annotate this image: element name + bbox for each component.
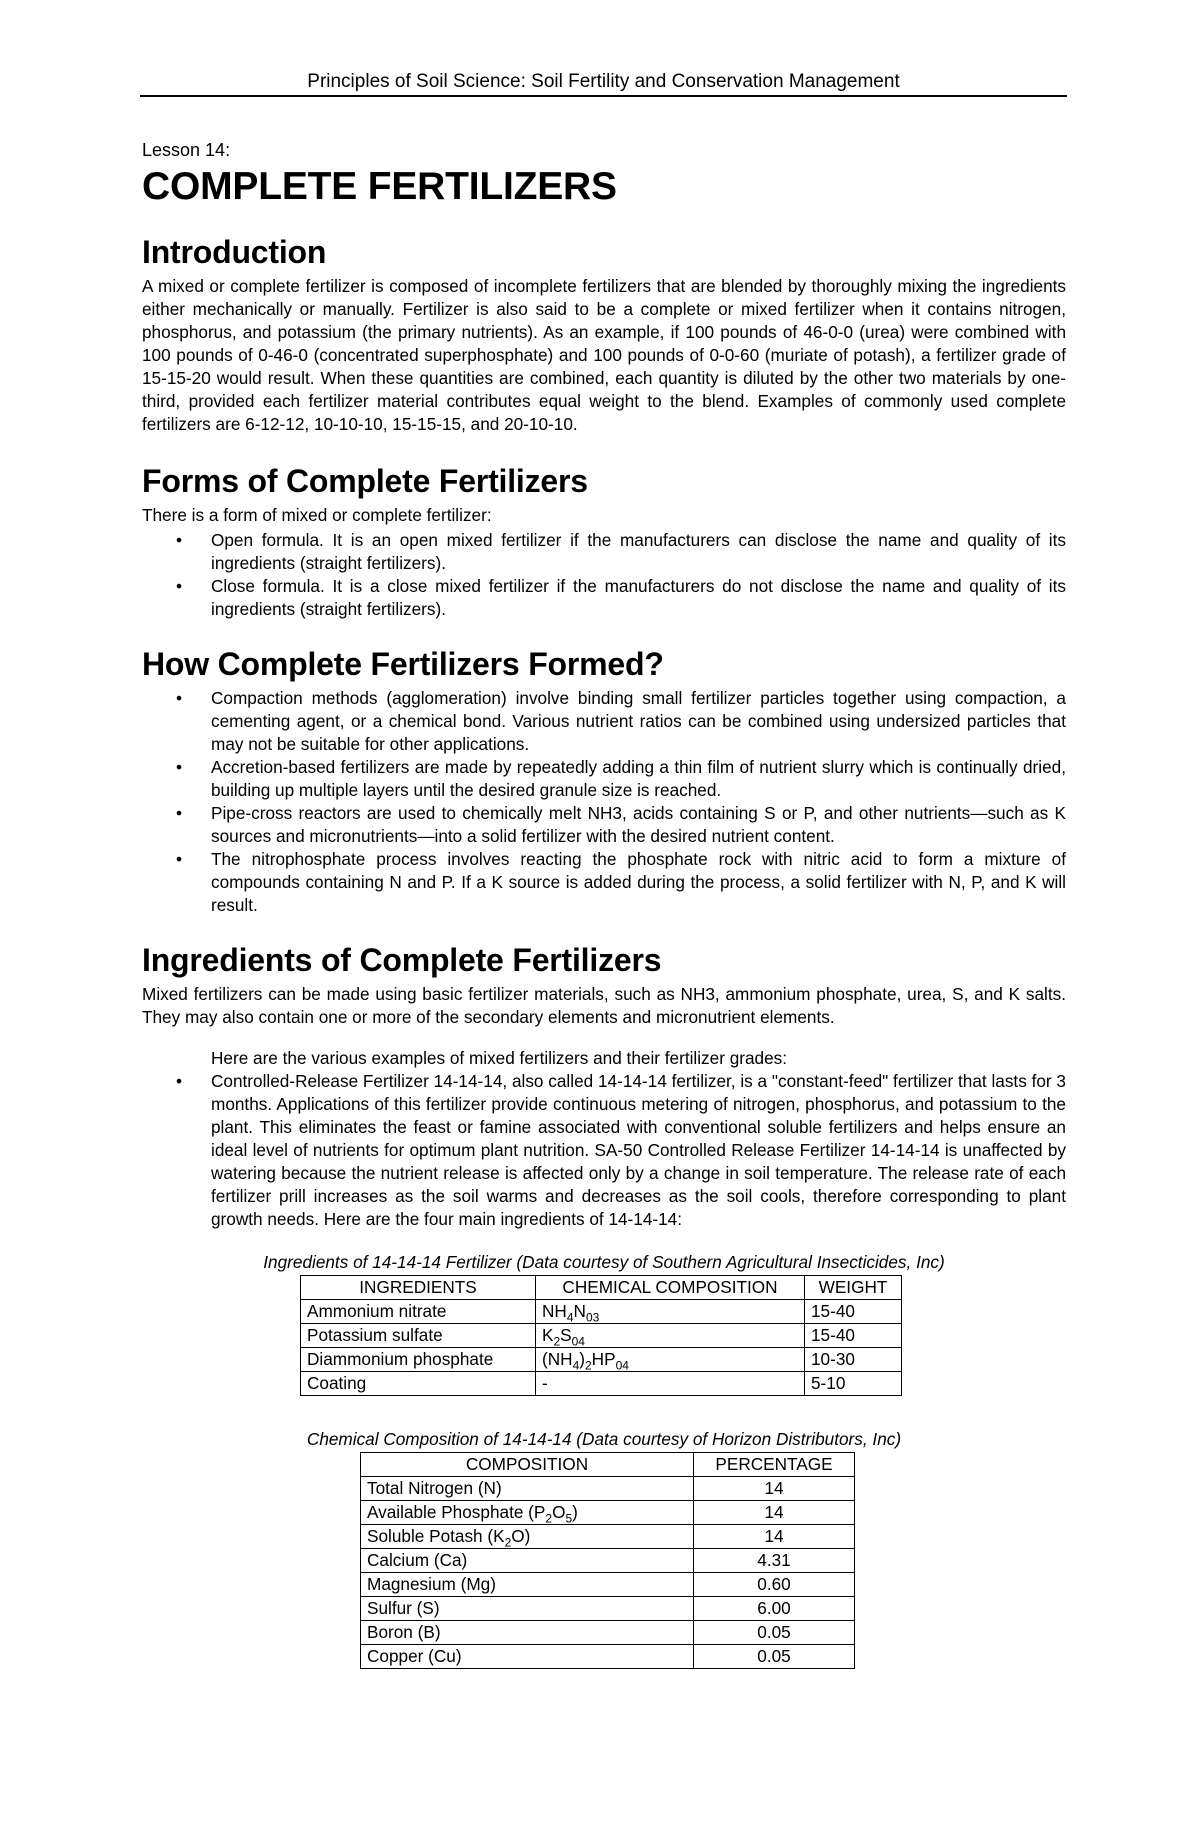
table-row: [361, 1525, 855, 1549]
section-heading-how-formed: How Complete Fertilizers Formed?: [142, 646, 664, 682]
table-header-row: [301, 1276, 902, 1300]
section-heading-ingredients: Ingredients of Complete Fertilizers: [142, 942, 662, 978]
table-cell: 4.31: [694, 1549, 855, 1573]
table1-caption: Ingredients of 14-14-14 Fertilizer (Data courtesy of Southern Agricultural Insecticides, Inc): [263, 1252, 945, 1272]
section-forms: [142, 462, 1066, 621]
section-heading-forms: Forms of Complete Fertilizers: [142, 463, 588, 499]
table-cell: 5-10: [805, 1372, 902, 1396]
table-cell: 0.05: [694, 1621, 855, 1645]
table-row: [361, 1621, 855, 1645]
table2-caption: Chemical Composition of 14-14-14 (Data courtesy of Horizon Distributors, Inc): [306, 1429, 902, 1449]
table-cell: 15-40: [805, 1300, 902, 1324]
table-header-cell: PERCENTAGE: [694, 1453, 855, 1477]
bullet-icon: •: [175, 1071, 183, 1091]
ingredients-indent-paragraph: Here are the various examples of mixed fertilizers and their fertilizer grades:: [211, 1048, 788, 1068]
table-cell: Magnesium (Mg): [361, 1573, 694, 1597]
document-body: [142, 138, 1066, 1669]
table-header-cell: INGREDIENTS: [301, 1276, 536, 1300]
bullet-icon: •: [175, 530, 183, 550]
list-item: • Close formula. It is a close mixed fertilizer if the manufacturers do not disclose the name and quality of its ingredients (straight fertilizers).: [142, 575, 1066, 621]
table-cell: Coating: [301, 1372, 536, 1396]
section-how-formed: [142, 645, 1066, 917]
table-cell: Potassium sulfate: [301, 1324, 536, 1348]
how-formed-bullet-list: [142, 687, 1066, 917]
table-cell-formula: $K_2S_{04}$: [536, 1324, 805, 1348]
lesson-label: Lesson 14:: [142, 140, 231, 160]
table-cell: -: [536, 1372, 805, 1396]
table-row: [301, 1324, 902, 1348]
table-cell: Boron (B): [361, 1621, 694, 1645]
table-cell: Diammonium phosphate: [301, 1348, 536, 1372]
list-item: • Pipe-cross reactors are used to chemically melt NH3, acids containing S or P, and other nutrients—such as K sources and micronutrients—into a solid fertilizer with the desired nutrient content.: [142, 802, 1066, 848]
table-cell: Calcium (Ca): [361, 1549, 694, 1573]
header-divider: [140, 95, 1067, 97]
list-item: • Controlled-Release Fertilizer 14-14-14, also called 14-14-14 fertilizer, is a "constant-feed" fertilizer that lasts for 3 months. Applications of this fertilizer provide continuous metering of nitrogen, phosphorus, and potassium to the plant. This eliminates the feast or famine associated with conventional soluble fertilizers and helps ensure an ideal level of nutrients for optimum plant nutrition. SA-50 Controlled Release Fertilizer 14-14-14 is unaffected by watering because the nutrient release is affected only by a change in soil temperature. The release rate of each fertilizer prill increases as the soil warms and decreases as the soil cools, therefore corresponding to plant growth needs. Here are the four main ingredients of 14-14-14:: [142, 1070, 1066, 1231]
table-row: [301, 1372, 902, 1396]
list-item: • The nitrophosphate process involves reacting the phosphate rock with nitric acid to form a mixture of compounds containing N and P. If a K source is added during the process, a solid fertilizer with N, P, and K will result.: [142, 848, 1066, 917]
list-item: • Compaction methods (agglomeration) involve binding small fertilizer particles together using compaction, a cementing agent, or a chemical bond. Various nutrient ratios can be combined using undersized particles that may not be suitable for other applications.: [142, 687, 1066, 756]
table-row: [361, 1549, 855, 1573]
section-introduction: [142, 233, 1066, 436]
bullet-icon: •: [175, 803, 183, 823]
bullet-icon: •: [175, 688, 183, 708]
list-item: • Accretion-based fertilizers are made by repeatedly adding a thin film of nutrient slurry which is continually dried, building up multiple layers until the desired granule size is reached.: [142, 756, 1066, 802]
table-row: [301, 1300, 902, 1324]
table-cell: 0.05: [694, 1645, 855, 1669]
table-row: [361, 1477, 855, 1501]
bullet-icon: •: [175, 576, 183, 596]
section-ingredients: [142, 941, 1066, 1669]
table-header-cell: COMPOSITION: [361, 1453, 694, 1477]
table-cell-formula: $(NH_4)_2HP_{04}$: [536, 1348, 805, 1372]
list-item: • Open formula. It is an open mixed fertilizer if the manufacturers can disclose the name and quality of its ingredients (straight fertilizers).: [142, 529, 1066, 575]
table-cell: Sulfur (S): [361, 1597, 694, 1621]
ingredients-paragraph: Mixed fertilizers can be made using basic fertilizer materials, such as NH3, ammonium phosphate, urea, S, and K salts. They may also contain one or more of the secondary elements and micronutrient elements.: [142, 984, 1066, 1027]
introduction-paragraph: A mixed or complete fertilizer is composed of incomplete fertilizers that are blended by thoroughly mixing the ingredients either mechanically or manually. Fertilizer is also said to be a complete or mixed fertilizer when it contains nitrogen, phosphorus, and potassium (the primary nutrients). As an example, if 100 pounds of 46-0-0 (urea) were combined with 100 pounds of 0-46-0 (concentrated superphosphate) and 100 pounds of 0-0-60 (muriate of potash), a fertilizer grade of 15-15-20 would result. When these quantities are combined, each quantity is diluted by the other two materials by one-third, provided each fertilizer material contributes equal weight to the blend. Examples of commonly used complete fertilizers are 6-12-12, 10-10-10, 15-15-15, and 20-10-10.: [142, 276, 1066, 434]
table-header-cell: CHEMICAL COMPOSITION: [536, 1276, 805, 1300]
table-row: [361, 1645, 855, 1669]
table-cell: 14: [694, 1525, 855, 1549]
table-cell: 15-40: [805, 1324, 902, 1348]
table-row: [361, 1501, 855, 1525]
ingredients-bullet-list: [142, 1070, 1066, 1231]
ingredients-table: [300, 1275, 902, 1396]
table-header-row: [361, 1453, 855, 1477]
table-cell: 14: [694, 1501, 855, 1525]
forms-intro-paragraph: There is a form of mixed or complete fertilizer:: [142, 505, 492, 525]
table-cell-formula: Soluble Potash $(K_2O)$: [361, 1525, 694, 1549]
forms-bullet-list: [142, 529, 1066, 621]
table-cell: 6.00: [694, 1597, 855, 1621]
section-heading-introduction: Introduction: [142, 234, 327, 270]
table-cell: 0.60: [694, 1573, 855, 1597]
bullet-icon: •: [175, 757, 183, 777]
table-row: [361, 1597, 855, 1621]
table-cell: 10-30: [805, 1348, 902, 1372]
table-row: [361, 1573, 855, 1597]
page-title: COMPLETE FERTILIZERS: [142, 165, 617, 208]
table-row: [301, 1348, 902, 1372]
composition-table: [360, 1452, 855, 1669]
table-header-cell: WEIGHT: [805, 1276, 902, 1300]
table-cell-formula: Available Phosphate $(P_2O_5)$: [361, 1501, 694, 1525]
table-cell: Copper (Cu): [361, 1645, 694, 1669]
table-cell: 14: [694, 1477, 855, 1501]
table-cell-formula: $NH_4N_{03}$: [536, 1300, 805, 1324]
page-header-title: Principles of Soil Science: Soil Fertility and Conservation Management: [307, 71, 900, 92]
table-cell: Total Nitrogen (N): [361, 1477, 694, 1501]
table-cell: Ammonium nitrate: [301, 1300, 536, 1324]
bullet-icon: •: [175, 849, 183, 869]
